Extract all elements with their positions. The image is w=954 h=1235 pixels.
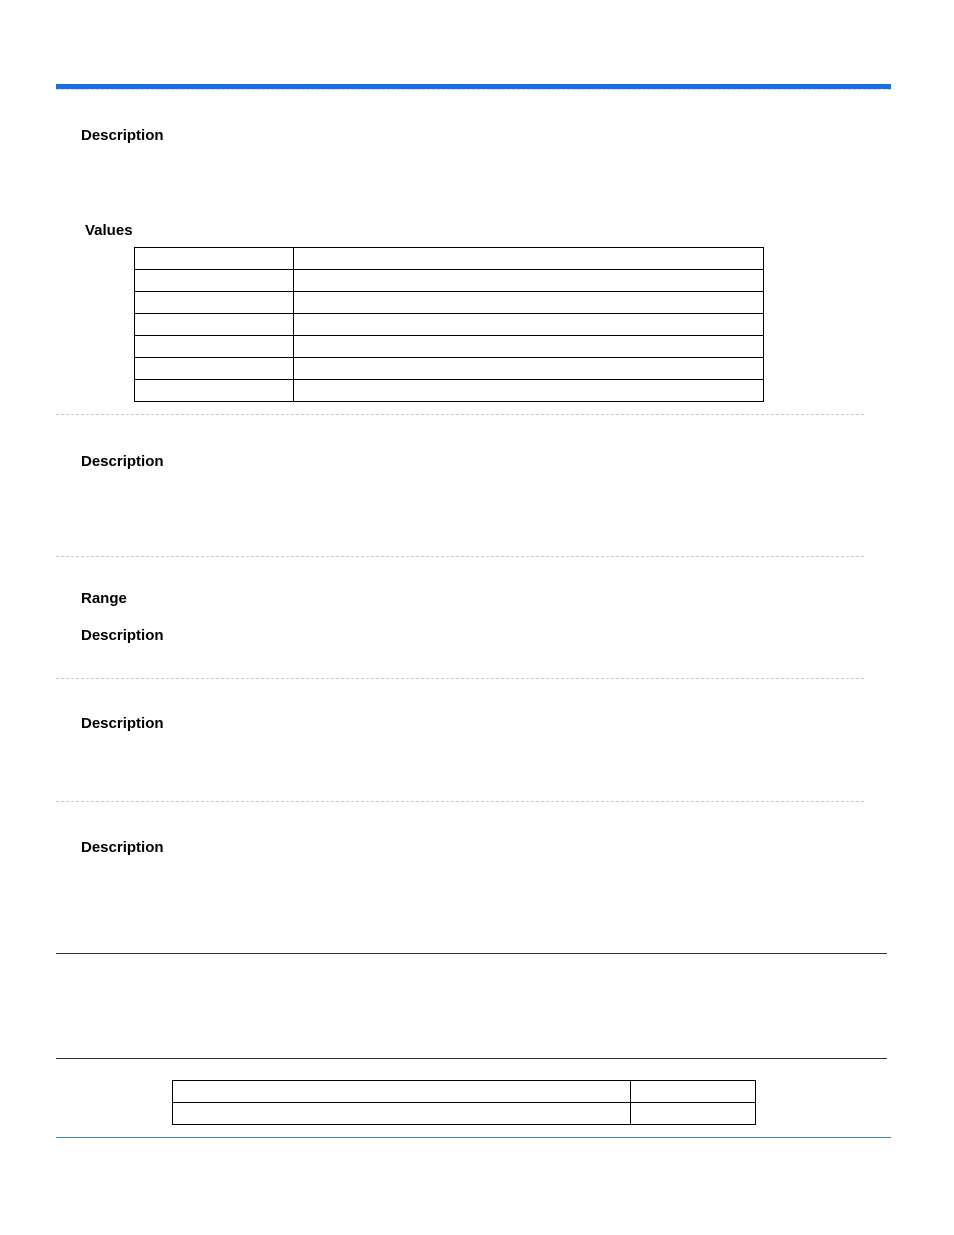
table-cell [135,314,294,336]
horizontal-rule [56,953,887,954]
section-divider [56,556,864,557]
table-cell [294,380,764,402]
table-row [135,314,764,336]
table-cell [135,270,294,292]
section-heading-values: Values [85,222,133,239]
table-cell [135,358,294,380]
section-heading-description-1: Description [81,127,164,144]
section-divider [56,801,864,802]
section-heading-description-3: Description [81,627,164,644]
table-row [135,248,764,270]
table-cell [173,1081,631,1103]
table-cell [631,1103,756,1125]
table-cell [135,292,294,314]
table-cell [135,380,294,402]
table-row [135,336,764,358]
table-cell [294,336,764,358]
section-heading-range: Range [81,590,127,607]
table-cell [135,248,294,270]
table-cell [173,1103,631,1125]
footer-table [172,1080,756,1125]
table-row [135,358,764,380]
table-row [135,292,764,314]
section-heading-description-5: Description [81,839,164,856]
horizontal-rule [56,1058,887,1059]
footer-rule [56,1137,891,1138]
section-heading-description-2: Description [81,453,164,470]
table-cell [294,358,764,380]
table-row [135,270,764,292]
section-heading-description-4: Description [81,715,164,732]
values-table [134,247,764,402]
table-cell [135,336,294,358]
table-cell [631,1081,756,1103]
table-cell [294,248,764,270]
table-cell [294,270,764,292]
table-row [173,1103,756,1125]
table-row [173,1081,756,1103]
section-divider [56,414,864,415]
table-cell [294,292,764,314]
table-row [135,380,764,402]
section-divider [56,678,864,679]
table-cell [294,314,764,336]
header-dashed-rule [56,89,891,90]
